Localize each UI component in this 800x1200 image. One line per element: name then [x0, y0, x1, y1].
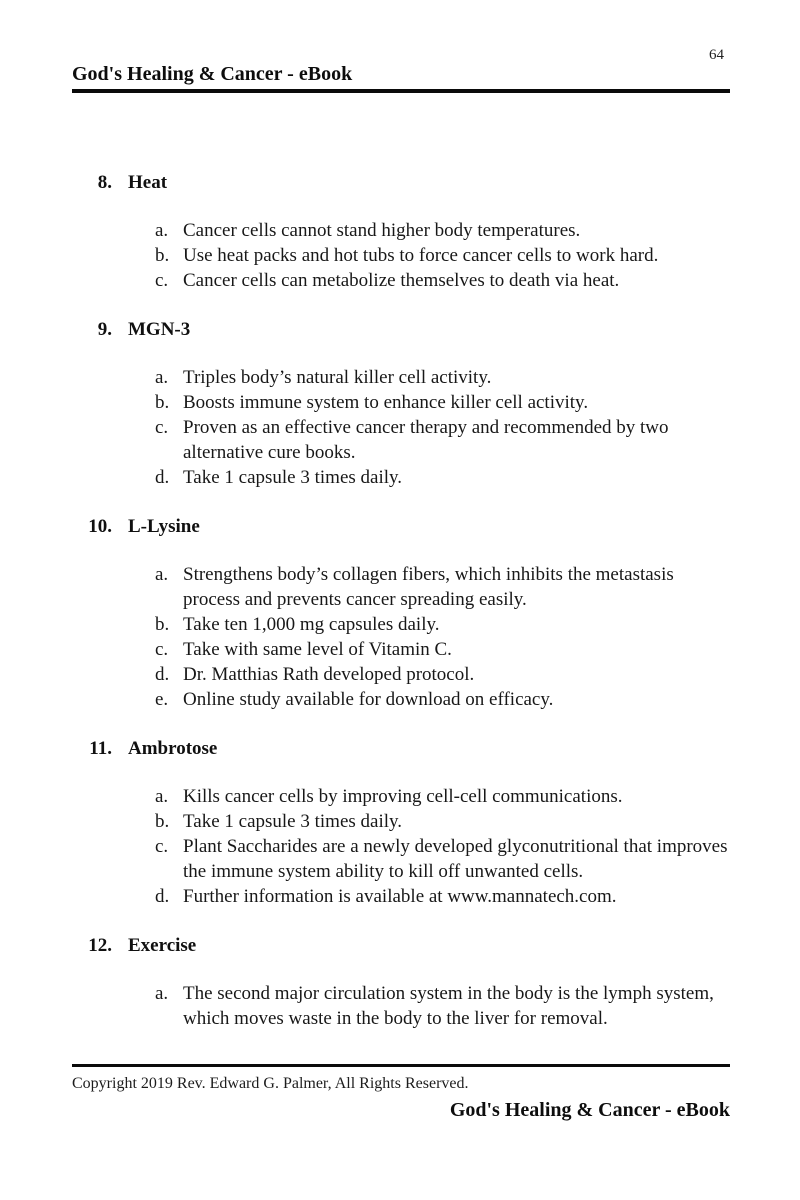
section-items [155, 562, 762, 712]
item-text: Kills cancer cells by improving cell-cell communications. [183, 786, 623, 807]
item-marker: a. [155, 983, 169, 1004]
list-item [155, 884, 762, 909]
section-title: MGN-3 [128, 319, 191, 340]
list-item [155, 218, 762, 243]
item-marker: d. [155, 467, 170, 488]
section-heading [72, 170, 762, 195]
item-text: Strengthens body’s collagen fibers, which inhibits the metastasis process and prevents cancer spreading easily. [183, 564, 674, 610]
list-item [155, 612, 762, 637]
page-footer [72, 1064, 730, 1122]
item-marker: b. [155, 811, 170, 832]
item-text: Dr. Matthias Rath developed protocol. [183, 664, 475, 685]
item-marker: a. [155, 786, 169, 807]
list-item [155, 243, 762, 268]
item-text: Use heat packs and hot tubs to force cancer cells to work hard. [183, 245, 659, 266]
item-text: The second major circulation system in the body is the lymph system, which moves waste in the body to the liver for removal. [183, 983, 714, 1029]
item-marker: c. [155, 270, 169, 291]
section-title: Exercise [128, 935, 197, 956]
list-item [155, 390, 762, 415]
page-number: 64 [709, 47, 724, 63]
section-heading [72, 514, 762, 539]
list-section [72, 736, 762, 909]
list-item [155, 465, 762, 490]
section-number: 8. [97, 172, 112, 193]
section-heading [72, 736, 762, 761]
item-text: Triples body’s natural killer cell activity. [183, 367, 492, 388]
section-title: Heat [128, 172, 168, 193]
section-number: 10. [88, 516, 112, 537]
item-marker: b. [155, 614, 170, 635]
section-number: 12. [88, 935, 112, 956]
copyright-text: Copyright 2019 Rev. Edward G. Palmer, All Rights Reserved. [72, 1075, 469, 1092]
section-title: Ambrotose [128, 738, 218, 759]
item-marker: a. [155, 220, 169, 241]
item-text: Cancer cells cannot stand higher body temperatures. [183, 220, 581, 241]
list-item [155, 981, 762, 1031]
list-item [155, 687, 762, 712]
item-marker: c. [155, 417, 169, 438]
section-title: L-Lysine [128, 516, 200, 537]
list-item [155, 562, 762, 612]
item-marker: c. [155, 639, 169, 660]
item-marker: a. [155, 564, 169, 585]
section-number: 11. [89, 738, 112, 759]
list-section [72, 933, 762, 1031]
list-section [72, 514, 762, 712]
item-text: Take 1 capsule 3 times daily. [183, 811, 403, 832]
list-item [155, 415, 762, 465]
item-marker: e. [155, 689, 169, 710]
section-heading [72, 317, 762, 342]
list-item [155, 268, 762, 293]
list-item [155, 662, 762, 687]
section-heading [72, 933, 762, 958]
item-text: Proven as an effective cancer therapy and recommended by two alternative cure books. [183, 417, 669, 463]
section-items [155, 784, 762, 909]
item-text: Further information is available at www.mannatech.com. [183, 886, 617, 907]
item-marker: b. [155, 245, 170, 266]
section-number: 9. [97, 319, 112, 340]
item-marker: d. [155, 664, 170, 685]
item-text: Boosts immune system to enhance killer cell activity. [183, 392, 589, 413]
list-section [72, 317, 762, 490]
list-item [155, 365, 762, 390]
item-text: Take 1 capsule 3 times daily. [183, 467, 403, 488]
document-body [72, 170, 762, 1031]
section-items [155, 981, 762, 1031]
list-item [155, 834, 762, 884]
item-marker: a. [155, 367, 169, 388]
list-item [155, 809, 762, 834]
header-title: God's Healing & Cancer - eBook [72, 63, 353, 85]
list-item [155, 637, 762, 662]
item-text: Online study available for download on efficacy. [183, 689, 554, 710]
list-section [72, 170, 762, 293]
item-marker: b. [155, 392, 170, 413]
footer-title: God's Healing & Cancer - eBook [449, 1099, 730, 1121]
item-marker: c. [155, 836, 169, 857]
item-text: Cancer cells can metabolize themselves to death via heat. [183, 270, 620, 291]
item-marker: d. [155, 886, 170, 907]
page-header [72, 63, 730, 93]
section-items [155, 218, 762, 293]
item-text: Plant Saccharides are a newly developed glyconutritional that improves the immune system ability to kill off unwanted cells. [183, 836, 728, 882]
section-items [155, 365, 762, 490]
list-item [155, 784, 762, 809]
item-text: Take with same level of Vitamin C. [183, 639, 452, 660]
item-text: Take ten 1,000 mg capsules daily. [183, 614, 440, 635]
